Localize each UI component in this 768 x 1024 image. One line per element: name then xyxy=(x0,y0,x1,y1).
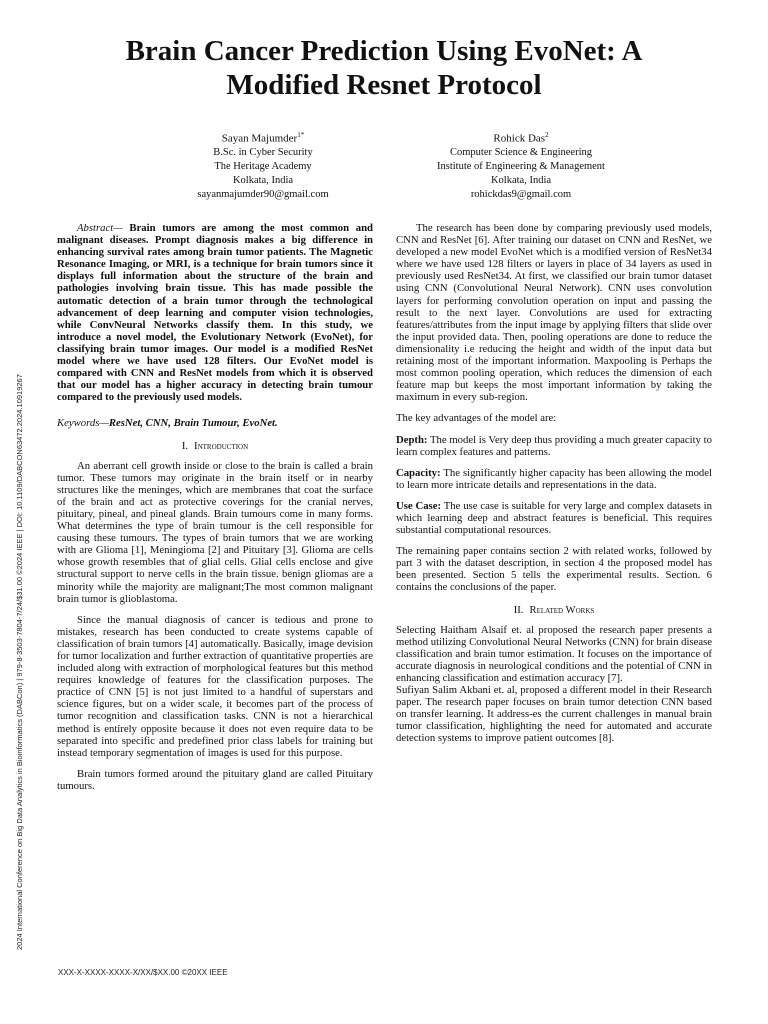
section-heading-introduction xyxy=(57,440,373,452)
keywords-label: Keywords— xyxy=(57,417,109,430)
related-paragraph-1: Selecting Haitham Alsaif et. al proposed the research paper presents a method utilizing Convolutional Neural Networks (CNN) for brain disease classification and brain tumor estimation. It focuses on the importance of accurate diagnosis in neurological conditions and the potential of CNN in enhancing classification and estimation accuracy [7]. xyxy=(396,623,712,684)
conference-sidebar xyxy=(15,270,27,950)
advantage-text: The significantly higher capacity has been allowing the model to learn more intricate details and representations in the data. xyxy=(396,466,712,491)
section-number: II. xyxy=(513,603,524,616)
research-paragraph: The research has been done by comparing previously used models, CNN and ResNet [6]. After training our dataset on CNN and ResNet, we developed a new model EvoNet which is a modified version of ResNet34 where we have used 128 filters or layers in place of 34 layers as used in previously used ResNet34. At first, we classified our brain tumor dataset using CNN (Convolutional Neural Network). CNN uses convolution layers for performing convolution operation on input and passing the result to the next layer. Convolutions are used for extracting features/attributes from the input image by applying filters that slide over the input provided data. Then, pooling operations are done to reduce the dimensionality i.e reducing the height and width of the input data but retaining most of the important information. Maxpooling is Perhaps the most common pooling operation, which reduces the dimension of each feature map but keeps the most important information by taking the maximum in every sub-region. xyxy=(396,222,712,404)
abstract-text: Brain tumors are among the most common and malignant diseases. Prompt diagnosis makes a big difference in enhancing survival rates among brain tumor patients. The Magnetic Resonance Imaging, or MRI, is a technique for brain tumors since it displays full information about the structure of the brain and pathologies involving brain tissue. This has made possible the automatic detection of a brain tumor through the technological advancement of deep learning and computer vision technologies, while ConvNeural Networks classify them. In this study, we introduce a novel model, the Evolutionary Network (EvoNet), for classifying brain tumor images. Our model is a modified ResNet model where we have used 128 filters. Our EvoNet model is compared with CNN and ResNet models from which it is observed that our model has a higher accuracy in detecting brain tumour compared to the previously used models. xyxy=(57,222,373,404)
author-name-line xyxy=(396,128,646,146)
author-location: Kolkata, India xyxy=(232,174,294,186)
author-department: Computer Science & Engineering xyxy=(449,146,592,158)
advantage-depth xyxy=(396,434,712,458)
section-title: Related Works xyxy=(529,603,595,616)
keywords-text: ResNet, CNN, Brain Tumour, EvoNet. xyxy=(108,417,278,430)
copyright-footer: XXX-X-XXXX-XXXX-X/XX/$XX.00 ©20XX IEEE xyxy=(58,968,228,977)
author-superscript: 1* xyxy=(297,131,305,139)
sidebar-doi-text: 2024 International Conference on Big Data Analytics in Bioinformatics (DABCon) | 979-8-3503-7804-7/24/$31.00 ©2024 IEEE | DOI: 10.1109/DABCON63472.2024.10919267 xyxy=(15,374,24,950)
author-location: Kolkata, India xyxy=(490,174,552,186)
advantage-text: The use case is suitable for very large and complex datasets in which learning deep and abstract features is beneficial. This requires substantial computational resources. xyxy=(396,499,712,537)
paper-title xyxy=(60,34,708,102)
keywords xyxy=(57,417,373,429)
advantage-term: Depth: xyxy=(396,433,428,446)
author-name: Rohick Das xyxy=(493,132,546,145)
author-block-1 xyxy=(138,128,388,202)
section-heading-related-works xyxy=(396,604,712,616)
advantage-text: The model is Very deep thus providing a much greater capacity to learn complex features and patterns. xyxy=(396,433,712,458)
abstract xyxy=(57,222,373,403)
intro-paragraph-1: An aberrant cell growth inside or close to the brain is called a brain tumor. These tumors may originate in the brain itself or in nearby structures like the meninges, which are membranes that coat the surface of the brain and act as protective coverings for the cranial nerves, pituitary, pineal, and pineal glands. Brain tumours come in many forms. What determines the type of brain tumour is the cell responsible for causing these tumours. The types of brain tumors that we are working with are Glioma [1], Meningioma [2] and Pituitary [3]. Glioma are cells whose growth resembles that of glial cells. Glial cells enclose and give structural support to nerve cells in the brain tissue. benign gliomas are a minority while the majority are malignant;The most common malignant brain tumor is glioblastoma. xyxy=(57,459,373,605)
author-superscript: 2 xyxy=(545,131,549,139)
author-block-2 xyxy=(396,128,646,202)
section-title: Introduction xyxy=(194,439,249,452)
advantage-term: Capacity: xyxy=(396,466,441,479)
left-column xyxy=(57,222,373,792)
right-column xyxy=(396,222,712,745)
advantage-term: Use Case: xyxy=(396,499,442,512)
author-name: Sayan Majumder xyxy=(221,132,298,145)
intro-paragraph-2: Since the manual diagnosis of cancer is tedious and prone to mistakes, research has been conducted to create systems capable of classification of brain tumors [4] automatically. Basically, image devision for tumor localization and further extraction of quantitative properties are included along with extraction of morphological features but this method requires knowledge of features for the classification purposes. The practice of CNN [5] is not just limited to a handful of superstars and science figures, but on a wider scale, it becomes part of the process of tumor recognition and classification tasks. CNN is not a hierarchical method is entirely opposite because it does not even require data to be separated into specific and predefined prior class labels for training but instead temporary segmentation of images is used for this purpose. xyxy=(57,613,373,759)
intro-paragraph-3: Brain tumors formed around the pituitary gland are called Pituitary tumours. xyxy=(57,767,373,792)
abstract-label: Abstract— xyxy=(77,222,123,234)
author-email: sayanmajumder90@gmail.com xyxy=(197,188,329,200)
related-paragraph-2: Sufiyan Salim Akbani et. al, proposed a different model in their Research paper. The research paper focuses on brain tumor detection CNN based on transfer learning. It address-es the current challenges in manual brain tumor classification, highlighting the need for automated and accurate detection systems to improve patient outcomes [8]. xyxy=(396,684,712,745)
author-email: rohickdas9@gmail.com xyxy=(470,188,572,200)
section-number: I. xyxy=(181,439,189,452)
author-organization: Institute of Engineering & Management xyxy=(437,160,605,172)
author-name-line xyxy=(138,128,388,146)
advantages-intro: The key advantages of the model are: xyxy=(396,412,557,425)
paper-organization-paragraph: The remaining paper contains section 2 with related works, followed by part 3 with the dataset description, in section 4 the proposed model has been presented. Section 5 tells the experimental results. Section. 6 contains the conclusions of the paper. xyxy=(396,545,712,594)
author-organization: The Heritage Academy xyxy=(214,160,312,172)
title-line-1: Brain Cancer Prediction Using EvoNet: A xyxy=(125,35,643,67)
advantage-capacity xyxy=(396,467,712,491)
advantage-use-case xyxy=(396,500,712,536)
author-department: B.Sc. in Cyber Security xyxy=(213,146,313,158)
title-line-2: Modified Resnet Protocol xyxy=(226,69,542,101)
